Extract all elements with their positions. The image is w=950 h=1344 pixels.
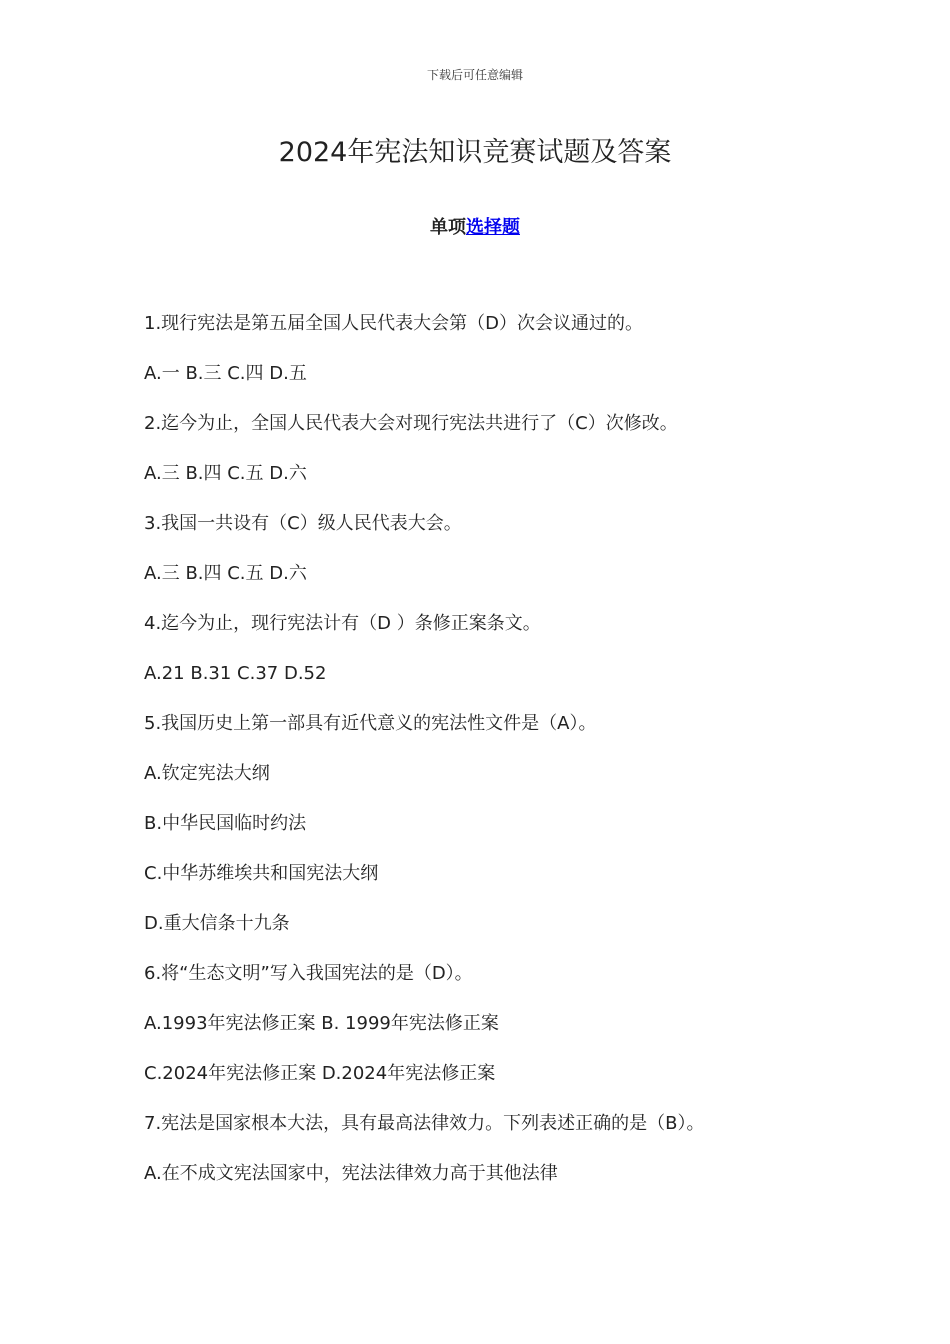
question-5-option-d: D.重大信条十九条 — [144, 913, 290, 934]
question-3: 3.我国一共设有（C）级人民代表大会。 — [144, 513, 462, 534]
section-heading — [0, 213, 950, 239]
question-4: 4.迄今为止，现行宪法计有（D ）条修正案条文。 — [144, 613, 541, 634]
question-6-options-cd: C.2024年宪法修正案 D.2024年宪法修正案 — [144, 1063, 496, 1084]
question-2-options: A.三 B.四 C.五 D.六 — [144, 463, 307, 484]
document-title: 2024年宪法知识竞赛试题及答案 — [278, 137, 672, 168]
section-heading-link[interactable]: 选择题 — [466, 217, 520, 238]
question-1-options: A.一 B.三 C.四 D.五 — [144, 363, 307, 384]
question-5: 5.我国历史上第一部具有近代意义的宪法性文件是（A）。 — [144, 713, 597, 734]
section-heading-prefix: 单项 — [430, 217, 466, 238]
question-5-option-b: B.中华民国临时约法 — [144, 813, 307, 834]
question-7: 7.宪法是国家根本大法，具有最高法律效力。下列表述正确的是（B）。 — [144, 1113, 705, 1134]
question-1: 1.现行宪法是第五届全国人民代表大会第（D）次会议通过的。 — [144, 313, 644, 334]
question-6-options-ab: A.1993年宪法修正案 B. 1999年宪法修正案 — [144, 1013, 499, 1034]
header-note: 下载后可任意编辑 — [426, 68, 523, 82]
question-6: 6.将“生态文明”写入我国宪法的是（D）。 — [144, 963, 473, 984]
question-5-option-c: C.中华苏维埃共和国宪法大纲 — [144, 863, 379, 884]
question-7-option-a: A.在不成文宪法国家中，宪法法律效力高于其他法律 — [144, 1163, 558, 1184]
question-2: 2.迄今为止，全国人民代表大会对现行宪法共进行了（C）次修改。 — [144, 413, 678, 434]
question-4-options: A.21 B.31 C.37 D.52 — [144, 663, 327, 684]
question-list — [144, 310, 864, 1210]
question-3-options: A.三 B.四 C.五 D.六 — [144, 563, 307, 584]
question-5-option-a: A.钦定宪法大纲 — [144, 763, 270, 784]
